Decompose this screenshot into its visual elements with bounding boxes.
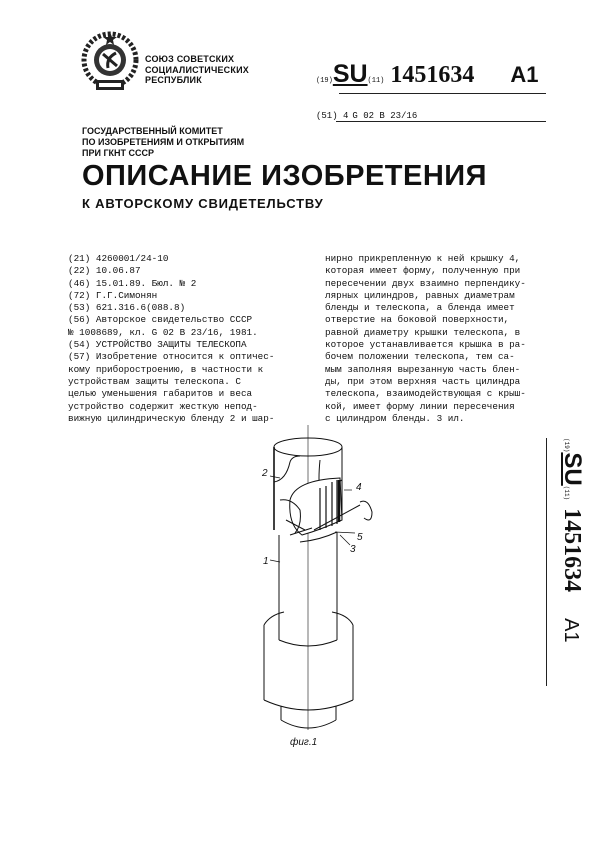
text-line: с цилиндром бленды. 3 ил. bbox=[325, 412, 465, 424]
text-line: (57) Изобретение относится к оптичес- bbox=[68, 351, 275, 363]
bibliographic-column bbox=[68, 253, 274, 425]
code-11: (11) bbox=[367, 77, 385, 85]
committee-line: ГОСУДАРСТВЕННЫЙ КОМИТЕТ bbox=[82, 126, 223, 136]
committee-line: ПРИ ГКНТ СССР bbox=[82, 148, 155, 158]
text-line: (53) 621.316.6(088.8) bbox=[68, 302, 186, 314]
text-line: целью уменьшения габаритов и веса bbox=[68, 388, 253, 400]
text-line: № 1008689, кл. G 02 B 23/16, 1981. bbox=[68, 326, 258, 338]
text-line: ды, при этом верхняя часть цилиндра bbox=[325, 375, 521, 387]
committee-line: ПО ИЗОБРЕТЕНИЯМ И ОТКРЫТИЯМ bbox=[82, 137, 245, 147]
union-label bbox=[145, 54, 249, 86]
label-hood: 2 bbox=[262, 468, 268, 479]
divider bbox=[336, 121, 546, 122]
rotation-arrow bbox=[360, 501, 372, 520]
text-line: пересечении двух взаимно перпендику- bbox=[325, 277, 526, 289]
document-title: ОПИСАНИЕ ИЗОБРЕТЕНИЯ bbox=[82, 160, 487, 192]
document-subtitle: К АВТОРСКОМУ СВИДЕТЕЛЬСТВУ bbox=[82, 196, 324, 211]
ipc-classification bbox=[316, 111, 417, 121]
code-19: (19) bbox=[316, 77, 333, 85]
ipc-code: G 02 B 23/16 bbox=[352, 111, 418, 121]
text-line: мым заполняя вырезанную часть блен- bbox=[325, 363, 521, 375]
text-line: (56) Авторское свидетельство СССР bbox=[68, 314, 253, 326]
label-cover: 4 bbox=[356, 482, 362, 493]
text-line: которое устанавливается крышка в ра- bbox=[325, 339, 526, 351]
patent-number: 1451634 bbox=[390, 62, 475, 88]
committee-label bbox=[82, 126, 244, 159]
label-5: 5 bbox=[357, 532, 363, 543]
union-line: СОЮЗ СОВЕТСКИХ bbox=[145, 54, 235, 64]
code-11: (11) bbox=[563, 485, 570, 501]
abstract-column bbox=[325, 253, 526, 425]
cover bbox=[280, 478, 342, 535]
country-code: SU bbox=[332, 60, 368, 88]
ussr-emblem bbox=[78, 30, 142, 96]
text-line: (22) 10.06.87 bbox=[68, 265, 141, 277]
kind-code: A1 bbox=[560, 618, 582, 643]
label-3: 3 bbox=[350, 544, 356, 555]
union-line: РЕСПУБЛИК bbox=[145, 75, 202, 85]
text-line: устройствам защиты телескопа. С bbox=[68, 375, 241, 387]
text-line: нирно прикрепленную к ней крышку 4, bbox=[325, 253, 521, 264]
figure-caption: фиг.1 bbox=[290, 737, 318, 748]
text-line: кому приборостроению, в частности к bbox=[68, 363, 264, 375]
kind-code: A1 bbox=[510, 62, 539, 87]
text-line: телескопа, взаимодействующая с крыш- bbox=[325, 388, 526, 400]
telescope-base bbox=[264, 612, 353, 728]
text-line: отверстие на боковой поверхности, bbox=[325, 314, 510, 326]
country-code: SU bbox=[559, 452, 586, 486]
text-line: вижную цилиндрическую бленду 2 и шар- bbox=[68, 412, 275, 424]
side-publication-number bbox=[546, 438, 586, 688]
text-line: равной диаметру крышки телескопа, в bbox=[325, 326, 521, 338]
publication-number bbox=[316, 60, 607, 90]
text-line: лярных цилиндров, равных диаметрам bbox=[325, 289, 515, 301]
text-line: бленды и телескопа, а бленда имеет bbox=[325, 302, 515, 314]
text-line: (21) 4260001/24-10 bbox=[68, 253, 169, 264]
code-51: (51) 4 bbox=[316, 111, 349, 121]
text-line: (72) Г.Г.Симонян bbox=[68, 289, 158, 301]
label-tube: 1 bbox=[263, 556, 269, 567]
text-line: которая имеет форму, полученную при bbox=[325, 265, 521, 277]
union-line: СОЦИАЛИСТИЧЕСКИХ bbox=[145, 64, 249, 75]
text-line: кой, имеет форму линии пересечения bbox=[325, 400, 515, 412]
text-line: бочем положении телескопа, тем са- bbox=[325, 351, 515, 363]
text-line: (54) УСТРОЙСТВО ЗАЩИТЫ ТЕЛЕСКОПА bbox=[68, 339, 247, 351]
text-line: (46) 15.01.89. Бюл. № 2 bbox=[68, 277, 197, 289]
divider bbox=[339, 93, 546, 94]
patent-number: 1451634 bbox=[559, 508, 585, 593]
text-line: устройство содержит жесткую непод- bbox=[68, 400, 258, 412]
code-19: (19) bbox=[563, 438, 570, 453]
